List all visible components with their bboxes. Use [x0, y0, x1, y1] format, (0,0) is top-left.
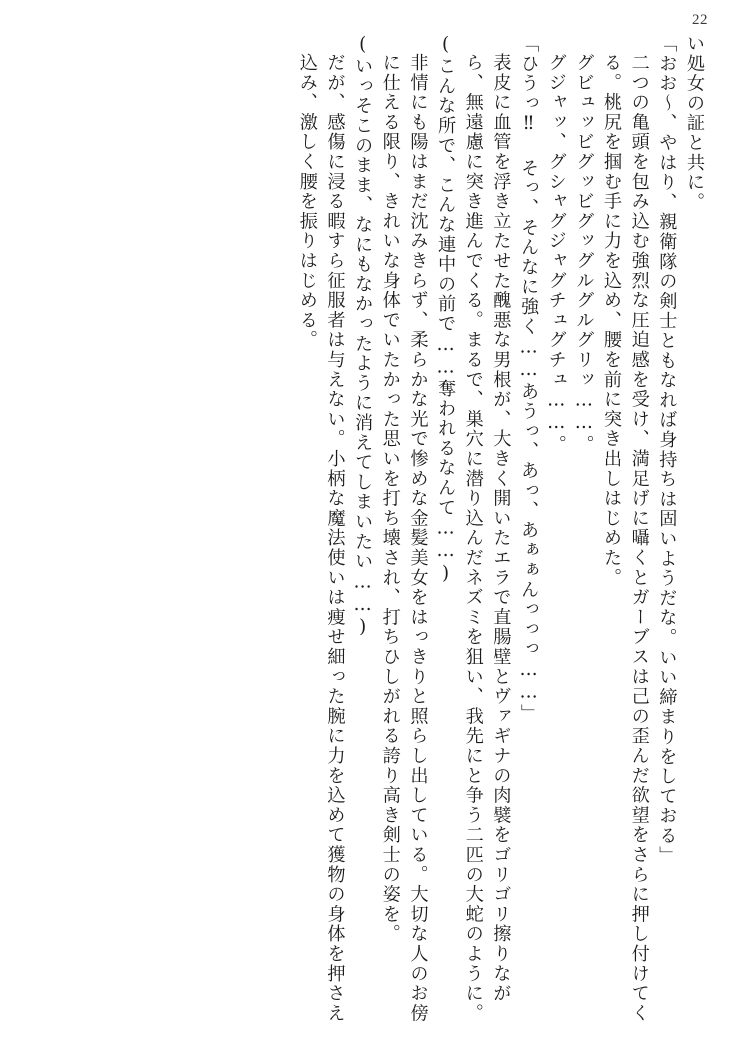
text-column: (こんな所で、こんな連中の前で……奪われるなんて……) — [435, 34, 457, 586]
text-column: グビュッビグッビグッグルグルグリッ……。 — [573, 53, 595, 455]
page-number: 22 — [692, 12, 708, 28]
text-column: グジャッ、グシャグジャグチュグチュ……。 — [545, 53, 567, 455]
text-column: 非情にも陽はまだ沈みきらず、柔らかな光で惨めな金髪美女をはっきりと照らし出している。大切な人のお傍に仕える限り、きれいな身体でいたかった思いを打ち壊され、打ちひしがれる誇り高き剣士の姿を。 — [379, 53, 429, 1024]
text-column: 二つの亀頭を包み込む強烈な圧迫感を受け、満足げに囁くとガーブスは己の歪んだ欲望をさらに押し付けてくる。桃尻を掴む手に力を込め、腰を前に突き出しはじめた。 — [601, 53, 650, 1024]
text-column: 表皮に血管を浮き立たせた醜悪な男根が、大きく開いたエラで直腸壁とヴァギナの肉襞をゴリゴリ擦りながら、無遠慮に突き進んでくる。まるで、巣穴に潜り込んだネズミを狙い、我先にと争う二匹の大蛇のように。 — [462, 53, 512, 1024]
text-column: い処女の証と共に。 — [684, 34, 705, 213]
text-column: (いっそこのまま、なにもなかったように消えてしまいたい……) — [352, 34, 374, 640]
text-column: 「おお〜、やはり、親衛隊の剣士ともなれば身持ちは固いようだな。いい締まりをしておる」 — [656, 34, 678, 866]
text-column: 「ひうっ‼ そっ、そんなに強く……あうっ、あっ、あぁぁんっっっ……」 — [518, 34, 540, 724]
text-column: だが、感傷に浸る暇すら征服者は与えない。小柄な魔法使いは痩せ細った腕に力を込めて獲物の身体を押さえ込み、激しく腰を振りはじめる。 — [296, 53, 346, 1024]
vertical-text-body — [30, 34, 708, 1024]
